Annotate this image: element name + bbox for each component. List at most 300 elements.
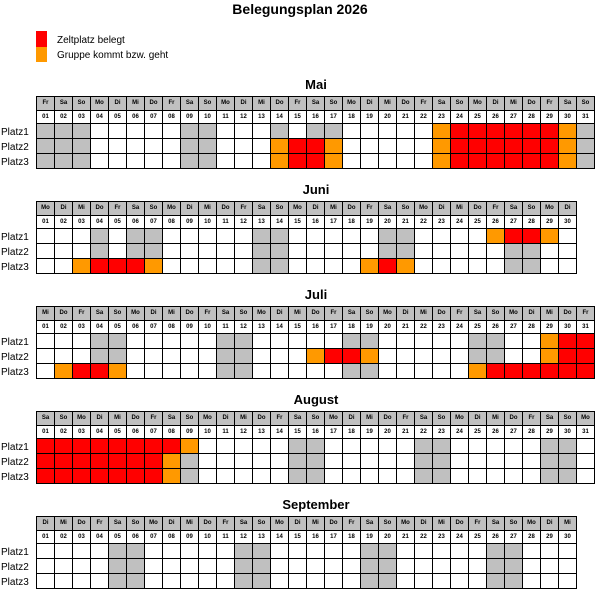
booking-cell[interactable] xyxy=(379,244,397,259)
booking-cell[interactable] xyxy=(487,574,505,589)
booking-cell[interactable] xyxy=(217,469,235,484)
booking-cell[interactable] xyxy=(469,349,487,364)
booking-cell[interactable] xyxy=(235,469,253,484)
booking-cell[interactable] xyxy=(289,469,307,484)
booking-cell[interactable] xyxy=(91,469,109,484)
booking-cell[interactable] xyxy=(55,334,73,349)
booking-cell[interactable] xyxy=(505,349,523,364)
booking-cell[interactable] xyxy=(235,259,253,274)
booking-cell[interactable] xyxy=(253,139,271,154)
booking-cell[interactable] xyxy=(307,439,325,454)
booking-cell[interactable] xyxy=(127,244,145,259)
booking-cell[interactable] xyxy=(91,559,109,574)
booking-cell[interactable] xyxy=(289,364,307,379)
booking-cell[interactable] xyxy=(91,139,109,154)
booking-cell[interactable] xyxy=(73,439,91,454)
booking-cell[interactable] xyxy=(199,439,217,454)
booking-cell[interactable] xyxy=(235,124,253,139)
booking-cell[interactable] xyxy=(577,469,595,484)
booking-cell[interactable] xyxy=(235,439,253,454)
booking-cell[interactable] xyxy=(577,454,595,469)
booking-cell[interactable] xyxy=(541,544,559,559)
booking-cell[interactable] xyxy=(379,259,397,274)
booking-cell[interactable] xyxy=(361,154,379,169)
booking-cell[interactable] xyxy=(181,544,199,559)
booking-cell[interactable] xyxy=(55,439,73,454)
booking-cell[interactable] xyxy=(181,154,199,169)
booking-cell[interactable] xyxy=(541,334,559,349)
booking-cell[interactable] xyxy=(325,544,343,559)
booking-cell[interactable] xyxy=(325,364,343,379)
booking-cell[interactable] xyxy=(559,229,577,244)
booking-cell[interactable] xyxy=(505,469,523,484)
booking-cell[interactable] xyxy=(523,469,541,484)
booking-cell[interactable] xyxy=(505,229,523,244)
booking-cell[interactable] xyxy=(451,364,469,379)
booking-cell[interactable] xyxy=(415,244,433,259)
booking-cell[interactable] xyxy=(325,259,343,274)
booking-cell[interactable] xyxy=(253,469,271,484)
booking-cell[interactable] xyxy=(181,139,199,154)
booking-cell[interactable] xyxy=(217,244,235,259)
booking-cell[interactable] xyxy=(415,364,433,379)
booking-cell[interactable] xyxy=(181,439,199,454)
booking-cell[interactable] xyxy=(397,349,415,364)
booking-cell[interactable] xyxy=(73,154,91,169)
booking-cell[interactable] xyxy=(127,469,145,484)
booking-cell[interactable] xyxy=(559,124,577,139)
booking-cell[interactable] xyxy=(487,469,505,484)
booking-cell[interactable] xyxy=(199,259,217,274)
booking-cell[interactable] xyxy=(397,574,415,589)
booking-cell[interactable] xyxy=(397,454,415,469)
booking-cell[interactable] xyxy=(541,244,559,259)
booking-cell[interactable] xyxy=(91,439,109,454)
booking-cell[interactable] xyxy=(343,229,361,244)
booking-cell[interactable] xyxy=(361,574,379,589)
booking-cell[interactable] xyxy=(163,439,181,454)
booking-cell[interactable] xyxy=(487,349,505,364)
booking-cell[interactable] xyxy=(217,454,235,469)
booking-cell[interactable] xyxy=(289,334,307,349)
booking-cell[interactable] xyxy=(289,574,307,589)
booking-cell[interactable] xyxy=(199,349,217,364)
booking-cell[interactable] xyxy=(145,124,163,139)
booking-cell[interactable] xyxy=(91,334,109,349)
booking-cell[interactable] xyxy=(325,349,343,364)
booking-cell[interactable] xyxy=(253,124,271,139)
booking-cell[interactable] xyxy=(145,334,163,349)
booking-cell[interactable] xyxy=(127,439,145,454)
booking-cell[interactable] xyxy=(451,349,469,364)
booking-cell[interactable] xyxy=(451,574,469,589)
booking-cell[interactable] xyxy=(325,154,343,169)
booking-cell[interactable] xyxy=(73,559,91,574)
booking-cell[interactable] xyxy=(91,124,109,139)
booking-cell[interactable] xyxy=(127,259,145,274)
booking-cell[interactable] xyxy=(343,364,361,379)
booking-cell[interactable] xyxy=(361,124,379,139)
booking-cell[interactable] xyxy=(379,139,397,154)
booking-cell[interactable] xyxy=(145,469,163,484)
booking-cell[interactable] xyxy=(451,454,469,469)
booking-cell[interactable] xyxy=(37,334,55,349)
booking-cell[interactable] xyxy=(505,154,523,169)
booking-cell[interactable] xyxy=(415,259,433,274)
booking-cell[interactable] xyxy=(253,244,271,259)
booking-cell[interactable] xyxy=(145,364,163,379)
booking-cell[interactable] xyxy=(55,244,73,259)
booking-cell[interactable] xyxy=(199,244,217,259)
booking-cell[interactable] xyxy=(379,454,397,469)
booking-cell[interactable] xyxy=(73,124,91,139)
booking-cell[interactable] xyxy=(505,544,523,559)
booking-cell[interactable] xyxy=(181,259,199,274)
booking-cell[interactable] xyxy=(361,244,379,259)
booking-cell[interactable] xyxy=(163,244,181,259)
booking-cell[interactable] xyxy=(523,259,541,274)
booking-cell[interactable] xyxy=(127,139,145,154)
booking-cell[interactable] xyxy=(379,574,397,589)
booking-cell[interactable] xyxy=(307,334,325,349)
booking-cell[interactable] xyxy=(55,454,73,469)
booking-cell[interactable] xyxy=(541,454,559,469)
booking-cell[interactable] xyxy=(397,154,415,169)
booking-cell[interactable] xyxy=(235,229,253,244)
booking-cell[interactable] xyxy=(109,574,127,589)
booking-cell[interactable] xyxy=(181,334,199,349)
booking-cell[interactable] xyxy=(217,154,235,169)
booking-cell[interactable] xyxy=(91,574,109,589)
booking-cell[interactable] xyxy=(451,154,469,169)
booking-cell[interactable] xyxy=(487,559,505,574)
booking-cell[interactable] xyxy=(541,439,559,454)
booking-cell[interactable] xyxy=(415,154,433,169)
booking-cell[interactable] xyxy=(307,349,325,364)
booking-cell[interactable] xyxy=(73,259,91,274)
booking-cell[interactable] xyxy=(289,244,307,259)
booking-cell[interactable] xyxy=(433,574,451,589)
booking-cell[interactable] xyxy=(487,454,505,469)
booking-cell[interactable] xyxy=(181,349,199,364)
booking-cell[interactable] xyxy=(271,139,289,154)
booking-cell[interactable] xyxy=(487,259,505,274)
booking-cell[interactable] xyxy=(73,454,91,469)
booking-cell[interactable] xyxy=(163,124,181,139)
booking-cell[interactable] xyxy=(145,154,163,169)
booking-cell[interactable] xyxy=(505,139,523,154)
booking-cell[interactable] xyxy=(145,259,163,274)
booking-cell[interactable] xyxy=(469,439,487,454)
booking-cell[interactable] xyxy=(451,244,469,259)
booking-cell[interactable] xyxy=(451,229,469,244)
booking-cell[interactable] xyxy=(163,544,181,559)
booking-cell[interactable] xyxy=(163,574,181,589)
booking-cell[interactable] xyxy=(523,244,541,259)
booking-cell[interactable] xyxy=(559,544,577,559)
booking-cell[interactable] xyxy=(433,439,451,454)
booking-cell[interactable] xyxy=(91,244,109,259)
booking-cell[interactable] xyxy=(361,259,379,274)
booking-cell[interactable] xyxy=(379,154,397,169)
booking-cell[interactable] xyxy=(289,229,307,244)
booking-cell[interactable] xyxy=(127,124,145,139)
booking-cell[interactable] xyxy=(145,559,163,574)
booking-cell[interactable] xyxy=(307,154,325,169)
booking-cell[interactable] xyxy=(181,124,199,139)
booking-cell[interactable] xyxy=(469,334,487,349)
booking-cell[interactable] xyxy=(469,259,487,274)
booking-cell[interactable] xyxy=(145,454,163,469)
booking-cell[interactable] xyxy=(91,349,109,364)
booking-cell[interactable] xyxy=(541,364,559,379)
booking-cell[interactable] xyxy=(271,244,289,259)
booking-cell[interactable] xyxy=(523,544,541,559)
booking-cell[interactable] xyxy=(271,574,289,589)
booking-cell[interactable] xyxy=(55,469,73,484)
booking-cell[interactable] xyxy=(181,364,199,379)
booking-cell[interactable] xyxy=(433,229,451,244)
booking-cell[interactable] xyxy=(415,574,433,589)
booking-cell[interactable] xyxy=(361,349,379,364)
booking-cell[interactable] xyxy=(91,544,109,559)
booking-cell[interactable] xyxy=(487,154,505,169)
booking-cell[interactable] xyxy=(163,454,181,469)
booking-cell[interactable] xyxy=(451,124,469,139)
booking-cell[interactable] xyxy=(415,559,433,574)
booking-cell[interactable] xyxy=(541,469,559,484)
booking-cell[interactable] xyxy=(397,559,415,574)
booking-cell[interactable] xyxy=(577,349,595,364)
booking-cell[interactable] xyxy=(253,364,271,379)
booking-cell[interactable] xyxy=(415,439,433,454)
booking-cell[interactable] xyxy=(55,124,73,139)
booking-cell[interactable] xyxy=(397,469,415,484)
booking-cell[interactable] xyxy=(199,544,217,559)
booking-cell[interactable] xyxy=(199,454,217,469)
booking-cell[interactable] xyxy=(271,154,289,169)
booking-cell[interactable] xyxy=(505,559,523,574)
booking-cell[interactable] xyxy=(163,559,181,574)
booking-cell[interactable] xyxy=(217,259,235,274)
booking-cell[interactable] xyxy=(505,124,523,139)
booking-cell[interactable] xyxy=(433,259,451,274)
booking-cell[interactable] xyxy=(325,124,343,139)
booking-cell[interactable] xyxy=(181,469,199,484)
booking-cell[interactable] xyxy=(127,229,145,244)
booking-cell[interactable] xyxy=(91,364,109,379)
booking-cell[interactable] xyxy=(91,154,109,169)
booking-cell[interactable] xyxy=(73,544,91,559)
booking-cell[interactable] xyxy=(541,574,559,589)
booking-cell[interactable] xyxy=(235,139,253,154)
booking-cell[interactable] xyxy=(55,349,73,364)
booking-cell[interactable] xyxy=(217,574,235,589)
booking-cell[interactable] xyxy=(55,544,73,559)
booking-cell[interactable] xyxy=(163,469,181,484)
booking-cell[interactable] xyxy=(289,544,307,559)
booking-cell[interactable] xyxy=(271,349,289,364)
booking-cell[interactable] xyxy=(181,244,199,259)
booking-cell[interactable] xyxy=(325,559,343,574)
booking-cell[interactable] xyxy=(505,334,523,349)
booking-cell[interactable] xyxy=(163,154,181,169)
booking-cell[interactable] xyxy=(433,544,451,559)
booking-cell[interactable] xyxy=(469,154,487,169)
booking-cell[interactable] xyxy=(397,364,415,379)
booking-cell[interactable] xyxy=(577,139,595,154)
booking-cell[interactable] xyxy=(523,559,541,574)
booking-cell[interactable] xyxy=(37,139,55,154)
booking-cell[interactable] xyxy=(343,124,361,139)
booking-cell[interactable] xyxy=(505,574,523,589)
booking-cell[interactable] xyxy=(451,139,469,154)
booking-cell[interactable] xyxy=(253,559,271,574)
booking-cell[interactable] xyxy=(217,229,235,244)
booking-cell[interactable] xyxy=(415,124,433,139)
booking-cell[interactable] xyxy=(523,574,541,589)
booking-cell[interactable] xyxy=(433,244,451,259)
booking-cell[interactable] xyxy=(487,124,505,139)
booking-cell[interactable] xyxy=(433,154,451,169)
booking-cell[interactable] xyxy=(487,139,505,154)
booking-cell[interactable] xyxy=(127,559,145,574)
booking-cell[interactable] xyxy=(523,154,541,169)
booking-cell[interactable] xyxy=(289,349,307,364)
booking-cell[interactable] xyxy=(361,229,379,244)
booking-cell[interactable] xyxy=(487,244,505,259)
booking-cell[interactable] xyxy=(505,439,523,454)
booking-cell[interactable] xyxy=(433,139,451,154)
booking-cell[interactable] xyxy=(109,454,127,469)
booking-cell[interactable] xyxy=(109,349,127,364)
booking-cell[interactable] xyxy=(415,334,433,349)
booking-cell[interactable] xyxy=(343,454,361,469)
booking-cell[interactable] xyxy=(451,544,469,559)
booking-cell[interactable] xyxy=(73,349,91,364)
booking-cell[interactable] xyxy=(343,139,361,154)
booking-cell[interactable] xyxy=(397,244,415,259)
booking-cell[interactable] xyxy=(343,259,361,274)
booking-cell[interactable] xyxy=(559,469,577,484)
booking-cell[interactable] xyxy=(577,154,595,169)
booking-cell[interactable] xyxy=(379,559,397,574)
booking-cell[interactable] xyxy=(433,454,451,469)
booking-cell[interactable] xyxy=(109,229,127,244)
booking-cell[interactable] xyxy=(469,139,487,154)
booking-cell[interactable] xyxy=(253,154,271,169)
booking-cell[interactable] xyxy=(181,574,199,589)
booking-cell[interactable] xyxy=(289,454,307,469)
booking-cell[interactable] xyxy=(55,139,73,154)
booking-cell[interactable] xyxy=(523,439,541,454)
booking-cell[interactable] xyxy=(37,229,55,244)
booking-cell[interactable] xyxy=(361,439,379,454)
booking-cell[interactable] xyxy=(451,469,469,484)
booking-cell[interactable] xyxy=(325,454,343,469)
booking-cell[interactable] xyxy=(505,259,523,274)
booking-cell[interactable] xyxy=(163,334,181,349)
booking-cell[interactable] xyxy=(343,439,361,454)
booking-cell[interactable] xyxy=(541,259,559,274)
booking-cell[interactable] xyxy=(235,244,253,259)
booking-cell[interactable] xyxy=(253,454,271,469)
booking-cell[interactable] xyxy=(487,364,505,379)
booking-cell[interactable] xyxy=(523,454,541,469)
booking-cell[interactable] xyxy=(523,139,541,154)
booking-cell[interactable] xyxy=(199,364,217,379)
booking-cell[interactable] xyxy=(343,334,361,349)
booking-cell[interactable] xyxy=(271,559,289,574)
booking-cell[interactable] xyxy=(37,574,55,589)
booking-cell[interactable] xyxy=(379,334,397,349)
booking-cell[interactable] xyxy=(37,469,55,484)
booking-cell[interactable] xyxy=(145,229,163,244)
booking-cell[interactable] xyxy=(433,469,451,484)
booking-cell[interactable] xyxy=(127,574,145,589)
booking-cell[interactable] xyxy=(487,544,505,559)
booking-cell[interactable] xyxy=(505,454,523,469)
booking-cell[interactable] xyxy=(325,439,343,454)
booking-cell[interactable] xyxy=(235,334,253,349)
booking-cell[interactable] xyxy=(235,559,253,574)
booking-cell[interactable] xyxy=(307,574,325,589)
booking-cell[interactable] xyxy=(199,574,217,589)
booking-cell[interactable] xyxy=(73,244,91,259)
booking-cell[interactable] xyxy=(271,454,289,469)
booking-cell[interactable] xyxy=(559,244,577,259)
booking-cell[interactable] xyxy=(487,334,505,349)
booking-cell[interactable] xyxy=(271,439,289,454)
booking-cell[interactable] xyxy=(415,349,433,364)
booking-cell[interactable] xyxy=(289,439,307,454)
booking-cell[interactable] xyxy=(325,139,343,154)
booking-cell[interactable] xyxy=(145,244,163,259)
booking-cell[interactable] xyxy=(433,334,451,349)
booking-cell[interactable] xyxy=(433,364,451,379)
booking-cell[interactable] xyxy=(343,544,361,559)
booking-cell[interactable] xyxy=(181,454,199,469)
booking-cell[interactable] xyxy=(523,334,541,349)
booking-cell[interactable] xyxy=(181,229,199,244)
booking-cell[interactable] xyxy=(289,124,307,139)
booking-cell[interactable] xyxy=(307,139,325,154)
booking-cell[interactable] xyxy=(541,139,559,154)
booking-cell[interactable] xyxy=(253,349,271,364)
booking-cell[interactable] xyxy=(73,364,91,379)
booking-cell[interactable] xyxy=(73,574,91,589)
booking-cell[interactable] xyxy=(37,349,55,364)
booking-cell[interactable] xyxy=(307,244,325,259)
booking-cell[interactable] xyxy=(397,259,415,274)
booking-cell[interactable] xyxy=(253,574,271,589)
booking-cell[interactable] xyxy=(379,364,397,379)
booking-cell[interactable] xyxy=(127,154,145,169)
booking-cell[interactable] xyxy=(577,334,595,349)
booking-cell[interactable] xyxy=(541,559,559,574)
booking-cell[interactable] xyxy=(469,454,487,469)
booking-cell[interactable] xyxy=(559,154,577,169)
booking-cell[interactable] xyxy=(127,334,145,349)
booking-cell[interactable] xyxy=(145,139,163,154)
booking-cell[interactable] xyxy=(37,124,55,139)
booking-cell[interactable] xyxy=(469,469,487,484)
booking-cell[interactable] xyxy=(523,124,541,139)
booking-cell[interactable] xyxy=(361,364,379,379)
booking-cell[interactable] xyxy=(163,139,181,154)
booking-cell[interactable] xyxy=(307,454,325,469)
booking-cell[interactable] xyxy=(55,259,73,274)
